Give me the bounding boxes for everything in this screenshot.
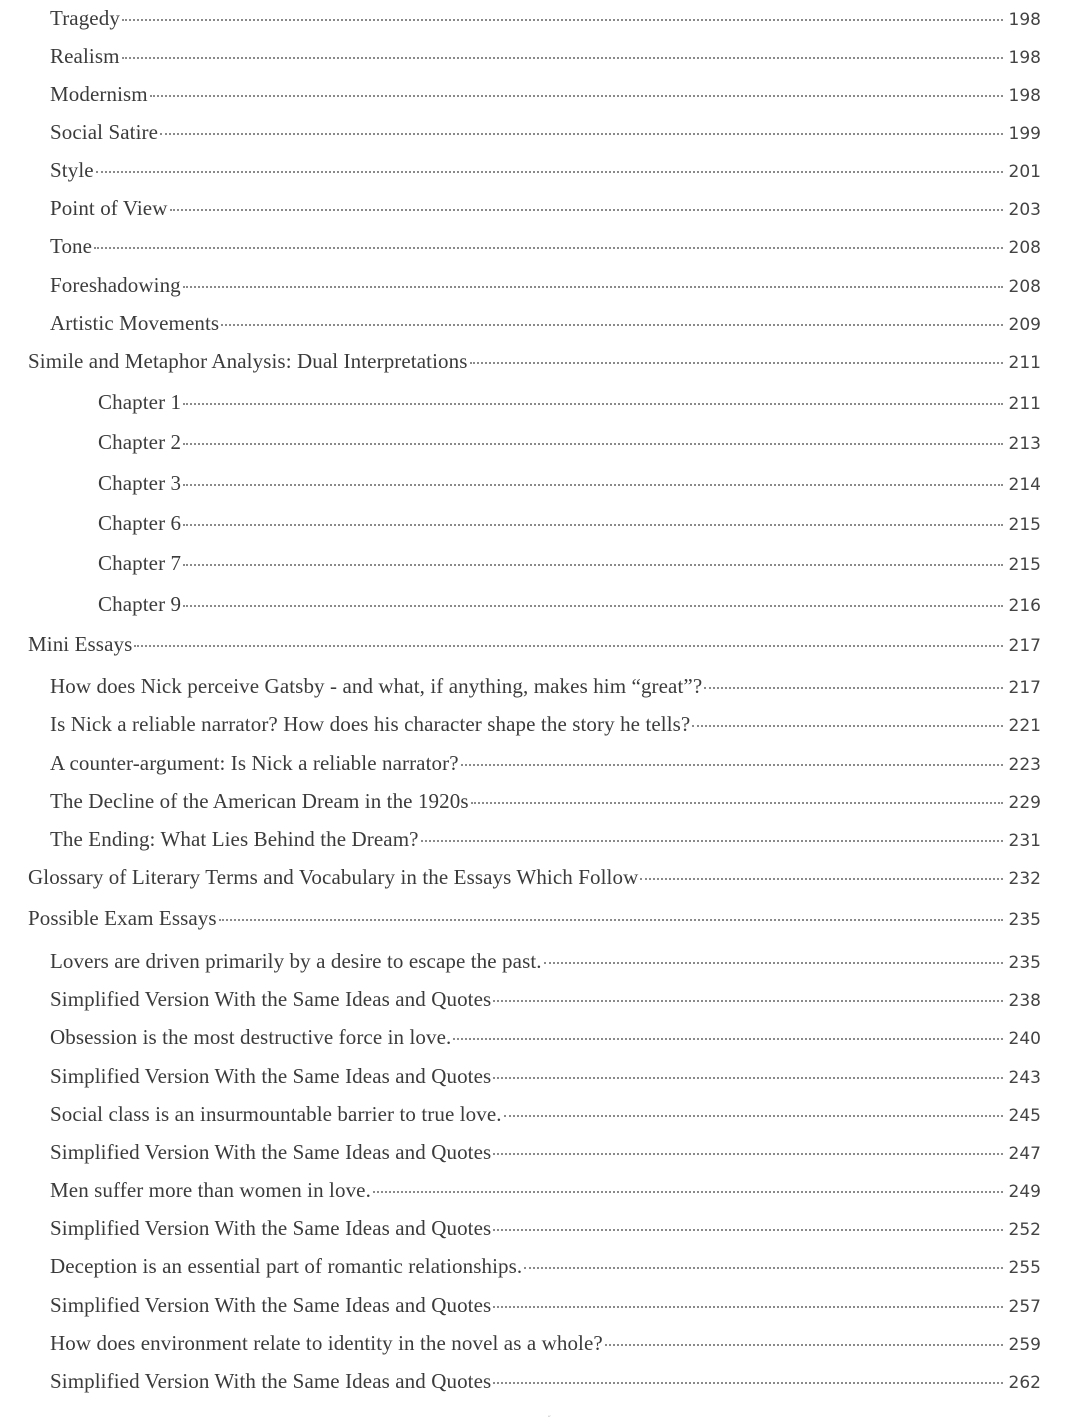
dot-leader	[122, 19, 1003, 21]
toc-entry-title: Chapter 2	[98, 430, 182, 454]
toc-entry-level-2[interactable]	[50, 1331, 1041, 1361]
dot-leader	[96, 171, 1003, 173]
toc-entry-page-number: 217	[1008, 636, 1041, 656]
toc-entry-level-2[interactable]	[50, 789, 1041, 819]
toc-entry-page-number: 217	[1008, 678, 1041, 698]
toc-entry-level-2[interactable]	[50, 196, 1041, 226]
dot-leader	[544, 962, 1003, 964]
toc-entry-page-number: 216	[1008, 596, 1041, 616]
toc-entry-title: Lovers are driven primarily by a desire to escape the past.	[50, 949, 542, 973]
dot-leader	[183, 524, 1003, 526]
toc-entry-level-2[interactable]	[50, 751, 1041, 781]
toc-entry-page-number: 215	[1008, 555, 1041, 575]
toc-entry-title: Simplified Version With the Same Ideas and Quotes	[50, 1140, 492, 1164]
dot-leader	[219, 919, 1003, 921]
dot-leader	[221, 324, 1003, 326]
toc-entry-page-number: 214	[1008, 475, 1041, 495]
toc-entry-title: Social Satire	[50, 120, 159, 144]
toc-entry-level-2[interactable]	[50, 1064, 1041, 1094]
toc-entry-title: Artistic Movements	[50, 311, 220, 335]
toc-entry-level-1[interactable]	[28, 865, 1041, 895]
toc-entry-page-number: 198	[1008, 48, 1041, 68]
dot-leader	[704, 687, 1003, 689]
toc-entry-title: Chapter 9	[98, 592, 182, 616]
toc-entry-title: Tragedy	[50, 6, 120, 30]
dot-leader	[94, 247, 1003, 249]
toc-entry-level-1[interactable]	[28, 632, 1041, 662]
dot-leader	[183, 443, 1003, 445]
toc-entry-title: Modernism	[50, 82, 148, 106]
toc-entry-title: Mini Essays	[28, 632, 133, 656]
toc-entry-level-2[interactable]	[50, 1254, 1041, 1284]
page-footer-mark: ˝	[547, 1415, 551, 1424]
toc-entry-level-2[interactable]	[50, 1369, 1041, 1399]
toc-entry-level-3[interactable]	[98, 592, 1041, 622]
toc-entry-level-2[interactable]	[50, 987, 1041, 1017]
toc-entry-page-number: 198	[1008, 86, 1041, 106]
toc-entry-level-3[interactable]	[98, 471, 1041, 501]
toc-entry-title: Chapter 1	[98, 390, 182, 414]
toc-entry-page-number: 211	[1008, 394, 1041, 414]
toc-entry-page-number: 245	[1008, 1106, 1041, 1126]
toc-entry-page-number: 203	[1008, 200, 1041, 220]
dot-leader	[692, 725, 1003, 727]
toc-entry-title: Possible Exam Essays	[28, 906, 217, 930]
toc-entry-page-number: 213	[1008, 434, 1041, 454]
toc-entry-page-number: 201	[1008, 162, 1041, 182]
dot-leader	[493, 1000, 1003, 1002]
toc-entry-level-2[interactable]	[50, 311, 1041, 341]
toc-entry-title: The Ending: What Lies Behind the Dream?	[50, 827, 419, 851]
toc-entry-title: Simplified Version With the Same Ideas and Quotes	[50, 1216, 492, 1240]
dot-leader	[493, 1382, 1003, 1384]
dot-leader	[183, 403, 1003, 405]
dot-leader	[605, 1344, 1003, 1346]
toc-entry-page-number: 235	[1008, 910, 1041, 930]
toc-entry-level-2[interactable]	[50, 1293, 1041, 1323]
toc-entry-title: Style	[50, 158, 94, 182]
dot-leader	[183, 605, 1003, 607]
toc-entry-page-number: 215	[1008, 515, 1041, 535]
toc-entry-page-number: 229	[1008, 793, 1041, 813]
toc-entry-page-number: 208	[1008, 277, 1041, 297]
toc-entry-title: A counter-argument: Is Nick a reliable narrator?	[50, 751, 459, 775]
dot-leader	[134, 645, 1003, 647]
toc-entry-page-number: 252	[1008, 1220, 1041, 1240]
toc-entry-title: Simile and Metaphor Analysis: Dual Interpretations	[28, 349, 468, 373]
toc-entry-level-2[interactable]	[50, 1140, 1041, 1170]
toc-entry-page-number: 243	[1008, 1068, 1041, 1088]
toc-entry-title: How does environment relate to identity in the novel as a whole?	[50, 1331, 603, 1355]
toc-entry-level-2[interactable]	[50, 273, 1041, 303]
toc-entry-page-number: 208	[1008, 238, 1041, 258]
toc-entry-title: Glossary of Literary Terms and Vocabulary in the Essays Which Follow	[28, 865, 639, 889]
toc-entry-title: Deception is an essential part of romantic relationships.	[50, 1254, 523, 1278]
toc-entry-title: Foreshadowing	[50, 273, 181, 297]
toc-entry-page-number: 231	[1008, 831, 1041, 851]
dot-leader	[524, 1267, 1003, 1269]
dot-leader	[493, 1306, 1003, 1308]
dot-leader	[170, 209, 1004, 211]
dot-leader	[183, 286, 1003, 288]
toc-entry-level-2[interactable]	[50, 674, 1041, 704]
toc-entry-level-3[interactable]	[98, 430, 1041, 460]
dot-leader	[183, 564, 1003, 566]
dot-leader	[183, 484, 1003, 486]
toc-entry-level-2[interactable]	[50, 234, 1041, 264]
toc-entry-title: Social class is an insurmountable barrier to true love.	[50, 1102, 502, 1126]
toc-entry-page-number: 255	[1008, 1258, 1041, 1278]
toc-entry-title: Tone	[50, 234, 93, 258]
dot-leader	[461, 764, 1003, 766]
dot-leader	[504, 1115, 1003, 1117]
toc-entry-page-number: 249	[1008, 1182, 1041, 1202]
toc-entry-page-number: 223	[1008, 755, 1041, 775]
dot-leader	[471, 802, 1003, 804]
dot-leader	[493, 1077, 1003, 1079]
dot-leader	[453, 1038, 1003, 1040]
toc-entry-page-number: 209	[1008, 315, 1041, 335]
toc-entry-title: Is Nick a reliable narrator? How does his character shape the story he tells?	[50, 712, 691, 736]
toc-entry-title: Simplified Version With the Same Ideas and Quotes	[50, 987, 492, 1011]
toc-entry-level-2[interactable]	[50, 44, 1041, 74]
toc-entry-page-number: 221	[1008, 716, 1041, 736]
toc-entry-page-number: 247	[1008, 1144, 1041, 1164]
toc-entry-level-2[interactable]	[50, 827, 1041, 857]
toc-entry-page-number: 198	[1008, 10, 1041, 30]
dot-leader	[470, 362, 1004, 364]
toc-entry-level-2[interactable]	[50, 949, 1041, 979]
toc-entry-title: Simplified Version With the Same Ideas and Quotes	[50, 1064, 492, 1088]
dot-leader	[160, 133, 1003, 135]
toc-entry-level-2[interactable]	[50, 82, 1041, 112]
dot-leader	[493, 1229, 1003, 1231]
toc-entry-title: Chapter 3	[98, 471, 182, 495]
toc-entry-level-2[interactable]	[50, 1216, 1041, 1246]
toc-entry-page-number: 259	[1008, 1335, 1041, 1355]
toc-entry-level-1[interactable]	[28, 349, 1041, 379]
toc-entry-level-1[interactable]	[28, 906, 1041, 936]
dot-leader	[150, 95, 1003, 97]
dot-leader	[421, 840, 1003, 842]
toc-entry-title: How does Nick perceive Gatsby - and what, if anything, makes him “great”?	[50, 674, 703, 698]
toc-entry-level-2[interactable]	[50, 712, 1041, 742]
toc-entry-level-2[interactable]	[50, 6, 1041, 36]
toc-entry-page-number: 199	[1008, 124, 1041, 144]
toc-entry-level-2[interactable]	[50, 1178, 1041, 1208]
toc-entry-page-number: 238	[1008, 991, 1041, 1011]
toc-entry-title: Realism	[50, 44, 120, 68]
toc-entry-page-number: 262	[1008, 1373, 1041, 1393]
dot-leader	[493, 1153, 1003, 1155]
toc-entry-title: Point of View	[50, 196, 168, 220]
dot-leader	[373, 1191, 1003, 1193]
toc-entry-title: Obsession is the most destructive force in love.	[50, 1025, 452, 1049]
toc-entry-title: Chapter 6	[98, 511, 182, 535]
toc-entry-page-number: 257	[1008, 1297, 1041, 1317]
toc-entry-page-number: 240	[1008, 1029, 1041, 1049]
toc-entry-title: The Decline of the American Dream in the 1920s	[50, 789, 469, 813]
toc-entry-level-2[interactable]	[50, 1025, 1041, 1055]
toc-entry-level-2[interactable]	[50, 1102, 1041, 1132]
dot-leader	[122, 57, 1003, 59]
toc-entry-title: Simplified Version With the Same Ideas and Quotes	[50, 1369, 492, 1393]
toc-entry-level-2[interactable]	[50, 158, 1041, 188]
toc-entry-level-3[interactable]	[98, 511, 1041, 541]
toc-entry-page-number: 211	[1008, 353, 1041, 373]
toc-entry-level-3[interactable]	[98, 390, 1041, 420]
toc-entry-level-3[interactable]	[98, 551, 1041, 581]
toc-entry-page-number: 235	[1008, 953, 1041, 973]
toc-entry-page-number: 232	[1008, 869, 1041, 889]
toc-entry-title: Chapter 7	[98, 551, 182, 575]
toc-entry-level-2[interactable]	[50, 120, 1041, 150]
toc-entry-title: Men suffer more than women in love.	[50, 1178, 371, 1202]
toc-entry-title: Simplified Version With the Same Ideas and Quotes	[50, 1293, 492, 1317]
dot-leader	[640, 878, 1003, 880]
